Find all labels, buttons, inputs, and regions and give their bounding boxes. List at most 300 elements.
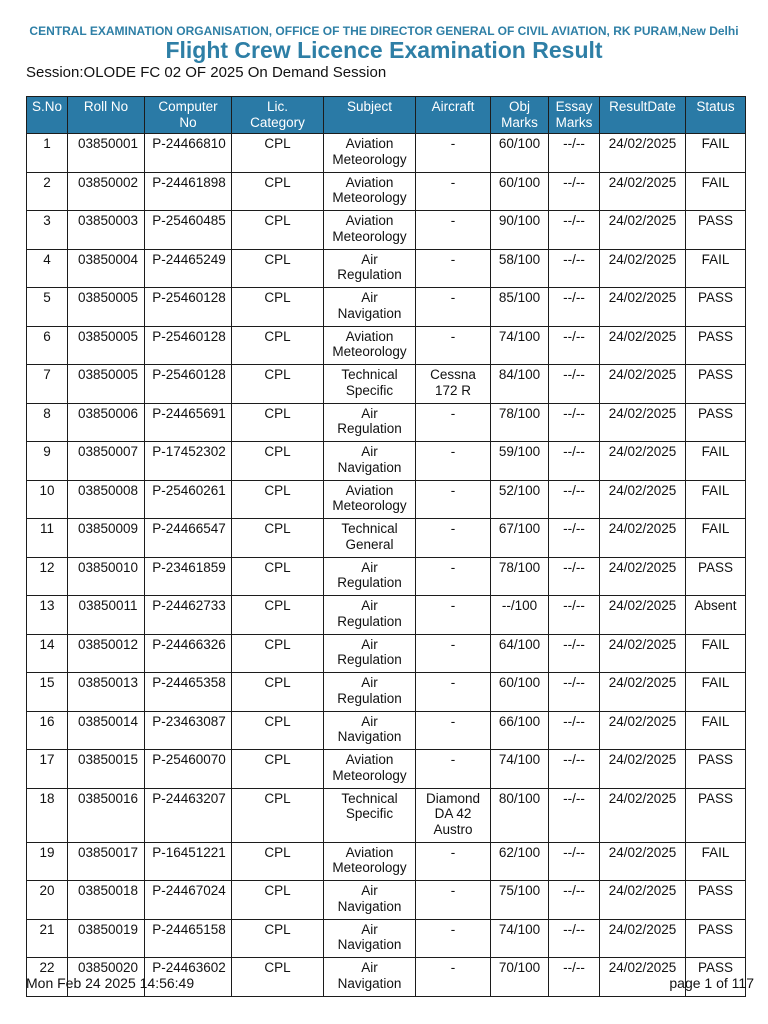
cell-subject xyxy=(324,519,416,558)
table-row xyxy=(27,288,746,327)
cell-aircraft xyxy=(416,919,491,958)
cell-sno: 10 xyxy=(27,480,68,519)
cell-line: Meteorology xyxy=(332,190,407,205)
cell-aircraft xyxy=(416,249,491,288)
cell-line: Technical xyxy=(341,790,398,806)
cell-comp: P-25460485 xyxy=(145,211,232,250)
cell-subject xyxy=(324,919,416,958)
cell-obj: 74/100 xyxy=(491,326,549,365)
cell-aircraft xyxy=(416,288,491,327)
table-row xyxy=(27,788,746,842)
cell-sno: 7 xyxy=(27,365,68,404)
cell-subject xyxy=(324,326,416,365)
cell-essay: --/-- xyxy=(549,442,600,481)
cell-date: 24/02/2025 xyxy=(600,365,686,404)
column-header-subject xyxy=(324,97,416,134)
column-header-comp xyxy=(145,97,232,134)
cell-date: 24/02/2025 xyxy=(600,788,686,842)
cell-obj: 78/100 xyxy=(491,557,549,596)
cell-line: Regulation xyxy=(337,613,402,629)
cell-subject xyxy=(324,211,416,250)
column-header-date xyxy=(600,97,686,134)
cell-cat: CPL xyxy=(232,172,324,211)
cell-line: Cessna xyxy=(430,367,476,382)
cell-line: Meteorology xyxy=(332,228,407,244)
cell-status: Absent xyxy=(686,596,746,635)
column-header-text: Obj xyxy=(508,99,530,114)
cell-roll: 03850020 xyxy=(68,958,145,997)
cell-roll: 03850009 xyxy=(68,519,145,558)
cell-subject xyxy=(324,634,416,673)
cell-status: FAIL xyxy=(686,842,746,881)
column-header-cat xyxy=(232,97,324,134)
cell-subject xyxy=(324,403,416,442)
cell-date: 24/02/2025 xyxy=(600,750,686,789)
cell-line: Navigation xyxy=(337,729,402,744)
table-header-row xyxy=(27,97,746,134)
cell-line: Regulation xyxy=(337,421,402,436)
cell-line: Specific xyxy=(345,806,394,821)
cell-sno: 3 xyxy=(27,211,68,250)
cell-line: Air xyxy=(361,290,378,305)
cell-comp: P-24465249 xyxy=(145,249,232,288)
cell-status: FAIL xyxy=(686,634,746,673)
cell-status: PASS xyxy=(686,403,746,442)
cell-cat: CPL xyxy=(232,673,324,712)
cell-obj: 75/100 xyxy=(491,881,549,920)
cell-line: - xyxy=(450,559,456,575)
cell-line: Navigation xyxy=(337,459,402,475)
cell-date: 24/02/2025 xyxy=(600,919,686,958)
cell-cat: CPL xyxy=(232,919,324,958)
cell-comp: P-24467024 xyxy=(145,881,232,920)
cell-date: 24/02/2025 xyxy=(600,557,686,596)
cell-subject xyxy=(324,750,416,789)
table-row xyxy=(27,172,746,211)
cell-obj: 62/100 xyxy=(491,842,549,881)
cell-comp: P-24466810 xyxy=(145,134,232,173)
cell-cat: CPL xyxy=(232,788,324,842)
cell-comp: P-24465691 xyxy=(145,403,232,442)
table-body xyxy=(27,134,746,997)
cell-line: - xyxy=(450,921,456,937)
cell-sno: 18 xyxy=(27,788,68,842)
cell-essay: --/-- xyxy=(549,480,600,519)
cell-sno: 21 xyxy=(27,919,68,958)
cell-line: - xyxy=(450,636,456,652)
cell-status: FAIL xyxy=(686,519,746,558)
cell-comp: P-16451221 xyxy=(145,842,232,881)
column-header-aircraft xyxy=(416,97,491,134)
cell-line: - xyxy=(450,405,456,421)
cell-comp: P-24463602 xyxy=(145,958,232,997)
cell-sno: 8 xyxy=(27,403,68,442)
cell-status: PASS xyxy=(686,288,746,327)
cell-line: Air xyxy=(361,636,378,652)
cell-cat: CPL xyxy=(232,480,324,519)
cell-date: 24/02/2025 xyxy=(600,211,686,250)
cell-sno: 11 xyxy=(27,519,68,558)
cell-line: Air xyxy=(361,405,378,421)
cell-line: Specific xyxy=(345,382,394,398)
cell-line: Aviation xyxy=(345,482,394,498)
cell-line: Air xyxy=(361,251,378,267)
column-header-text: Lic. xyxy=(266,99,288,114)
cell-subject xyxy=(324,881,416,920)
column-header-text: ResultDate xyxy=(609,99,676,114)
cell-subject xyxy=(324,711,416,750)
cell-obj: 66/100 xyxy=(491,711,549,750)
cell-line: DA 42 xyxy=(434,806,472,821)
cell-cat: CPL xyxy=(232,211,324,250)
print-timestamp: Mon Feb 24 2025 14:56:49 xyxy=(26,975,195,991)
cell-obj: 70/100 xyxy=(491,958,549,997)
cell-comp: P-24466326 xyxy=(145,634,232,673)
cell-essay: --/-- xyxy=(549,750,600,789)
table-row xyxy=(27,919,746,958)
cell-line: Meteorology xyxy=(332,767,407,783)
table-row xyxy=(27,881,746,920)
cell-line: Regulation xyxy=(337,652,402,667)
cell-line: Austro xyxy=(433,821,473,837)
cell-sno: 13 xyxy=(27,596,68,635)
cell-obj: 60/100 xyxy=(491,134,549,173)
cell-status: FAIL xyxy=(686,442,746,481)
column-header-text: Computer xyxy=(158,99,218,114)
cell-line: - xyxy=(450,844,456,860)
cell-cat: CPL xyxy=(232,881,324,920)
cell-obj: 58/100 xyxy=(491,249,549,288)
cell-cat: CPL xyxy=(232,750,324,789)
cell-date: 24/02/2025 xyxy=(600,634,686,673)
cell-subject xyxy=(324,480,416,519)
cell-line: Aviation xyxy=(345,844,394,860)
cell-aircraft xyxy=(416,842,491,881)
cell-roll: 03850007 xyxy=(68,442,145,481)
cell-comp: P-23463087 xyxy=(145,711,232,750)
cell-line: - xyxy=(450,752,456,767)
column-header-roll xyxy=(68,97,145,134)
cell-line: Air xyxy=(361,883,378,898)
cell-date: 24/02/2025 xyxy=(600,842,686,881)
table-row xyxy=(27,842,746,881)
column-header-text: Aircraft xyxy=(431,99,475,114)
column-header-text: Category xyxy=(250,115,305,130)
cell-sno: 9 xyxy=(27,442,68,481)
column-header-text: Essay xyxy=(555,99,593,114)
cell-sno: 15 xyxy=(27,673,68,712)
table-row xyxy=(27,673,746,712)
cell-roll: 03850016 xyxy=(68,788,145,842)
cell-aircraft xyxy=(416,134,491,173)
cell-line: - xyxy=(450,328,456,344)
cell-obj: 60/100 xyxy=(491,673,549,712)
cell-line: Air xyxy=(361,444,378,459)
cell-roll: 03850010 xyxy=(68,557,145,596)
cell-subject xyxy=(324,172,416,211)
cell-sno: 1 xyxy=(27,134,68,173)
table-row xyxy=(27,634,746,673)
cell-subject xyxy=(324,673,416,712)
column-header-text: Marks xyxy=(501,115,538,130)
column-header-sno xyxy=(27,97,68,134)
page-title: Flight Crew Licence Examination Result xyxy=(165,37,603,63)
cell-comp: P-24465358 xyxy=(145,673,232,712)
cell-sno: 4 xyxy=(27,249,68,288)
cell-sno: 19 xyxy=(27,842,68,881)
cell-essay: --/-- xyxy=(549,365,600,404)
column-header-text: No xyxy=(179,115,197,130)
cell-aircraft xyxy=(416,326,491,365)
cell-subject xyxy=(324,958,416,997)
cell-subject xyxy=(324,442,416,481)
cell-status: PASS xyxy=(686,557,746,596)
column-header-text: Marks xyxy=(555,115,593,130)
cell-cat: CPL xyxy=(232,634,324,673)
cell-roll: 03850005 xyxy=(68,326,145,365)
cell-comp: P-23461859 xyxy=(145,557,232,596)
table-row xyxy=(27,557,746,596)
cell-subject xyxy=(324,842,416,881)
cell-subject xyxy=(324,788,416,842)
cell-essay: --/-- xyxy=(549,958,600,997)
cell-subject xyxy=(324,134,416,173)
table-row xyxy=(27,326,746,365)
cell-line: - xyxy=(450,213,456,228)
cell-date: 24/02/2025 xyxy=(600,134,686,173)
cell-cat: CPL xyxy=(232,134,324,173)
cell-comp: P-17452302 xyxy=(145,442,232,481)
cell-line: Technical xyxy=(341,521,398,536)
cell-cat: CPL xyxy=(232,519,324,558)
cell-status: PASS xyxy=(686,211,746,250)
cell-essay: --/-- xyxy=(549,919,600,958)
cell-line: Meteorology xyxy=(332,344,407,359)
column-header-status xyxy=(686,97,746,134)
cell-aircraft xyxy=(416,881,491,920)
cell-sno: 16 xyxy=(27,711,68,750)
cell-cat: CPL xyxy=(232,365,324,404)
cell-status: PASS xyxy=(686,365,746,404)
cell-line: Meteorology xyxy=(332,151,407,167)
cell-status: FAIL xyxy=(686,172,746,211)
cell-comp: P-25460128 xyxy=(145,326,232,365)
column-header-text: Subject xyxy=(346,99,393,114)
cell-line: - xyxy=(450,482,456,498)
cell-essay: --/-- xyxy=(549,172,600,211)
cell-roll: 03850015 xyxy=(68,750,145,789)
cell-comp: P-24462733 xyxy=(145,596,232,635)
cell-essay: --/-- xyxy=(549,842,600,881)
cell-date: 24/02/2025 xyxy=(600,442,686,481)
cell-essay: --/-- xyxy=(549,634,600,673)
table-row xyxy=(27,365,746,404)
cell-date: 24/02/2025 xyxy=(600,596,686,635)
cell-line: Air xyxy=(361,559,378,575)
cell-subject xyxy=(324,288,416,327)
cell-cat: CPL xyxy=(232,958,324,997)
cell-date: 24/02/2025 xyxy=(600,958,686,997)
cell-aircraft xyxy=(416,788,491,842)
column-header-essay xyxy=(549,97,600,134)
cell-essay: --/-- xyxy=(549,596,600,635)
cell-line: Aviation xyxy=(345,174,394,190)
cell-line: Meteorology xyxy=(332,498,407,513)
cell-aircraft xyxy=(416,365,491,404)
cell-date: 24/02/2025 xyxy=(600,249,686,288)
cell-line: Navigation xyxy=(337,937,402,952)
cell-cat: CPL xyxy=(232,557,324,596)
cell-date: 24/02/2025 xyxy=(600,480,686,519)
table-row xyxy=(27,403,746,442)
cell-date: 24/02/2025 xyxy=(600,673,686,712)
cell-line: Regulation xyxy=(337,690,402,706)
cell-date: 24/02/2025 xyxy=(600,519,686,558)
cell-roll: 03850012 xyxy=(68,634,145,673)
cell-line: - xyxy=(450,444,456,459)
cell-line: Diamond xyxy=(425,790,481,806)
cell-essay: --/-- xyxy=(549,211,600,250)
cell-aircraft xyxy=(416,673,491,712)
cell-roll: 03850017 xyxy=(68,842,145,881)
cell-line: Regulation xyxy=(337,575,402,590)
cell-roll: 03850003 xyxy=(68,211,145,250)
cell-aircraft xyxy=(416,634,491,673)
cell-line: Aviation xyxy=(345,752,394,767)
cell-essay: --/-- xyxy=(549,711,600,750)
cell-roll: 03850014 xyxy=(68,711,145,750)
cell-line: Navigation xyxy=(337,898,402,914)
cell-aircraft xyxy=(416,442,491,481)
cell-date: 24/02/2025 xyxy=(600,288,686,327)
cell-line: - xyxy=(450,598,456,613)
cell-status: FAIL xyxy=(686,673,746,712)
cell-date: 24/02/2025 xyxy=(600,326,686,365)
cell-subject xyxy=(324,596,416,635)
cell-sno: 17 xyxy=(27,750,68,789)
cell-line: Air xyxy=(361,713,378,729)
cell-sno: 12 xyxy=(27,557,68,596)
cell-aircraft xyxy=(416,557,491,596)
cell-line: Air xyxy=(361,960,378,975)
cell-sno: 20 xyxy=(27,881,68,920)
cell-sno: 6 xyxy=(27,326,68,365)
cell-line: Aviation xyxy=(345,213,394,228)
cell-comp: P-25460261 xyxy=(145,480,232,519)
cell-essay: --/-- xyxy=(549,134,600,173)
cell-roll: 03850001 xyxy=(68,134,145,173)
table-row xyxy=(27,711,746,750)
cell-line: Technical xyxy=(341,367,398,382)
cell-line: - xyxy=(450,960,456,975)
cell-obj: 85/100 xyxy=(491,288,549,327)
cell-roll: 03850019 xyxy=(68,919,145,958)
cell-line: 172 R xyxy=(434,382,472,398)
cell-status: PASS xyxy=(686,788,746,842)
cell-obj: 59/100 xyxy=(491,442,549,481)
cell-obj: 84/100 xyxy=(491,365,549,404)
cell-line: Air xyxy=(361,675,378,690)
cell-roll: 03850005 xyxy=(68,365,145,404)
table-row xyxy=(27,596,746,635)
cell-essay: --/-- xyxy=(549,881,600,920)
cell-line: Aviation xyxy=(345,136,394,151)
cell-essay: --/-- xyxy=(549,673,600,712)
cell-roll: 03850004 xyxy=(68,249,145,288)
column-header-text: Roll No xyxy=(83,99,129,114)
column-header-text: S.No xyxy=(31,99,62,114)
cell-status: PASS xyxy=(686,750,746,789)
cell-sno: 5 xyxy=(27,288,68,327)
column-header-text: Status xyxy=(696,99,735,114)
cell-essay: --/-- xyxy=(549,326,600,365)
cell-comp: P-25460128 xyxy=(145,288,232,327)
cell-sno: 22 xyxy=(27,958,68,997)
cell-line: - xyxy=(450,675,456,690)
cell-line: General xyxy=(345,536,394,552)
cell-obj: --/100 xyxy=(491,596,549,635)
cell-line: - xyxy=(450,136,456,151)
cell-status: FAIL xyxy=(686,249,746,288)
cell-roll: 03850002 xyxy=(68,172,145,211)
cell-subject xyxy=(324,365,416,404)
cell-obj: 67/100 xyxy=(491,519,549,558)
cell-sno: 14 xyxy=(27,634,68,673)
cell-line: Navigation xyxy=(337,975,402,991)
cell-line: Meteorology xyxy=(332,860,407,875)
cell-status: PASS xyxy=(686,958,746,997)
cell-sno: 2 xyxy=(27,172,68,211)
cell-line: - xyxy=(450,521,456,536)
cell-line: - xyxy=(450,174,456,190)
cell-comp: P-24466547 xyxy=(145,519,232,558)
table-row xyxy=(27,480,746,519)
cell-aircraft xyxy=(416,958,491,997)
cell-roll: 03850013 xyxy=(68,673,145,712)
cell-line: Air xyxy=(361,598,378,613)
cell-aircraft xyxy=(416,711,491,750)
cell-line: Air xyxy=(361,921,378,937)
cell-obj: 74/100 xyxy=(491,919,549,958)
page-indicator: page 1 of 117 xyxy=(669,975,754,991)
cell-cat: CPL xyxy=(232,288,324,327)
cell-cat: CPL xyxy=(232,596,324,635)
cell-aircraft xyxy=(416,750,491,789)
cell-obj: 60/100 xyxy=(491,172,549,211)
table-row xyxy=(27,249,746,288)
cell-cat: CPL xyxy=(232,842,324,881)
cell-roll: 03850006 xyxy=(68,403,145,442)
cell-line: - xyxy=(450,883,456,898)
cell-status: PASS xyxy=(686,881,746,920)
cell-status: PASS xyxy=(686,919,746,958)
cell-subject xyxy=(324,557,416,596)
cell-cat: CPL xyxy=(232,711,324,750)
cell-aircraft xyxy=(416,519,491,558)
cell-roll: 03850008 xyxy=(68,480,145,519)
cell-obj: 74/100 xyxy=(491,750,549,789)
cell-essay: --/-- xyxy=(549,288,600,327)
table-row xyxy=(27,211,746,250)
cell-line: - xyxy=(450,251,456,267)
cell-obj: 52/100 xyxy=(491,480,549,519)
cell-comp: P-24461898 xyxy=(145,172,232,211)
cell-essay: --/-- xyxy=(549,519,600,558)
cell-line: Aviation xyxy=(345,328,394,344)
cell-aircraft xyxy=(416,480,491,519)
results-table xyxy=(26,96,746,997)
cell-date: 24/02/2025 xyxy=(600,172,686,211)
